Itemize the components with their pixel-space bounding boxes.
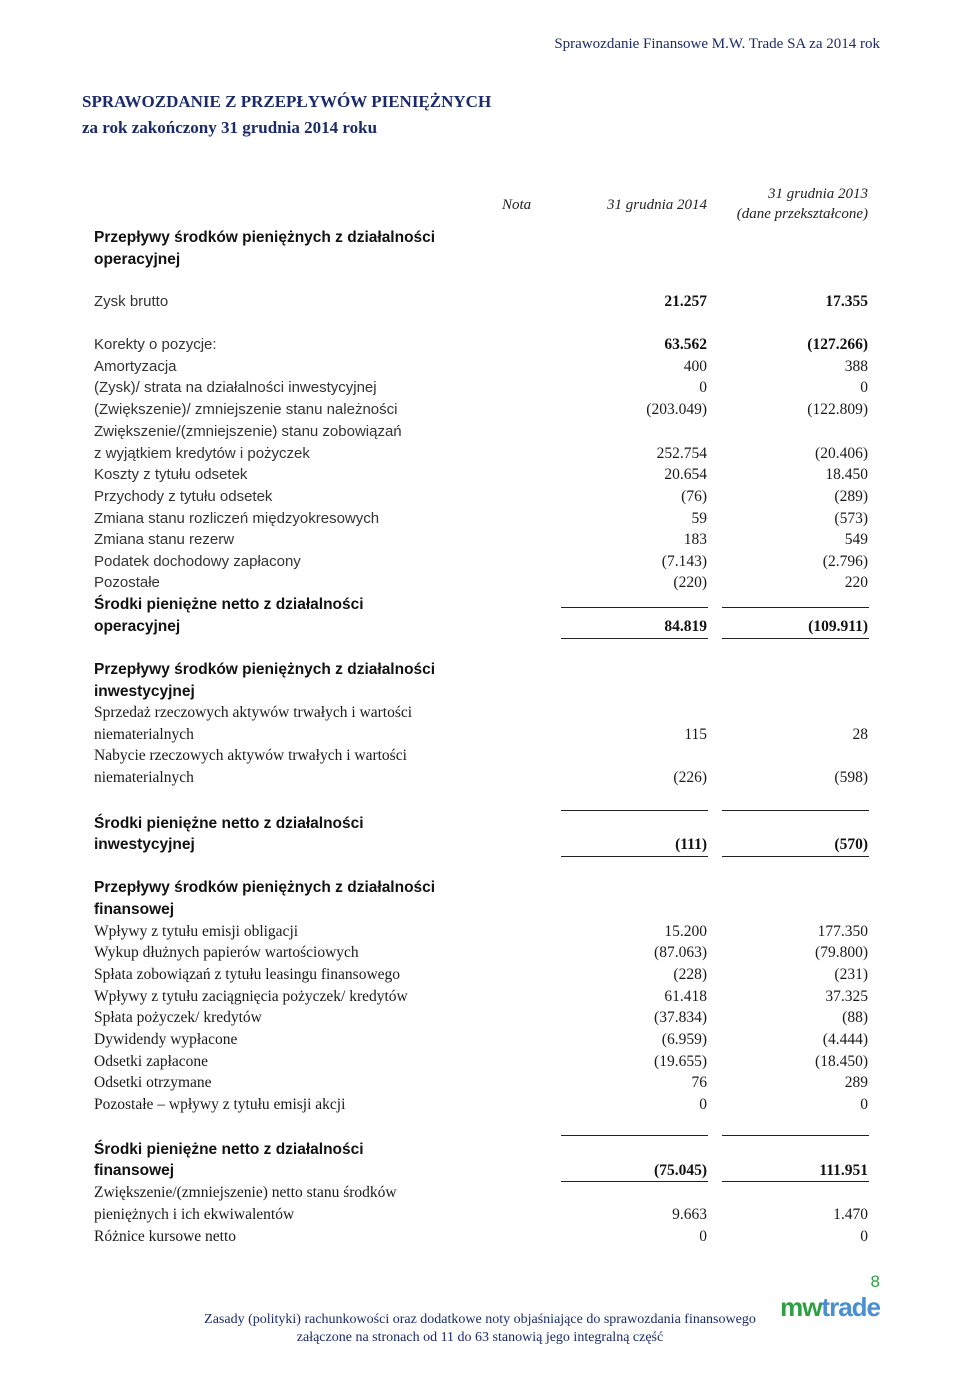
row-label: Dywidendy wypłacone	[94, 1031, 238, 1048]
value-2014: (87.063)	[654, 944, 707, 961]
value-2014: (220)	[673, 574, 707, 591]
total-underline-2013	[722, 638, 869, 639]
financing-heading-cont: finansowej	[94, 901, 175, 918]
row-emisja-akcji	[94, 1096, 870, 1118]
row-leasing	[94, 966, 870, 988]
row-dywidendy	[94, 1031, 870, 1053]
row-splata-pozyczek	[94, 1009, 870, 1031]
value-2013: 1.470	[833, 1206, 868, 1223]
row-label: inwestycyjnej	[94, 836, 195, 853]
value-2014: (76)	[681, 488, 707, 505]
investing-row-1-label: Sprzedaż rzeczowych aktywów trwałych i wartości	[94, 704, 413, 721]
logo-mw: mw	[780, 1292, 822, 1322]
row-amortyzacja	[94, 358, 870, 380]
value-2013: (570)	[834, 836, 868, 853]
value-2013: (4.444)	[822, 1031, 868, 1048]
row-label: Pozostałe	[94, 574, 160, 591]
value-2014: (111)	[675, 836, 707, 853]
row-przychody-odsetek	[94, 488, 870, 510]
row-label: Zysk brutto	[94, 293, 169, 310]
row-zobowiazania	[94, 423, 870, 445]
column-2014: 31 grudnia 2014	[606, 197, 707, 213]
value-2013: (289)	[834, 488, 868, 505]
row-label: Odsetki otrzymane	[94, 1074, 212, 1091]
total-rule-2014	[561, 607, 708, 608]
row-label: Wpływy z tytułu emisji obligacji	[94, 923, 299, 940]
row-label: z wyjątkiem kredytów i pożyczek	[94, 445, 310, 462]
column-2013: 31 grudnia 2013	[767, 186, 868, 202]
value-2013: 220	[844, 574, 868, 591]
value-2013: (18.450)	[815, 1053, 868, 1070]
row-zysk-strata-inwest	[94, 379, 870, 401]
total-underline-2013	[722, 856, 869, 857]
value-2014: (228)	[673, 966, 707, 983]
row-korekty	[94, 336, 870, 358]
value-2013: (573)	[834, 510, 868, 527]
row-net-change	[94, 1206, 870, 1228]
row-label: Wpływy z tytułu zaciągnięcia pożyczek/ kredytów	[94, 988, 408, 1005]
value-2013: (122.809)	[807, 401, 868, 418]
value-2014: 63.562	[664, 336, 707, 353]
value-2014: 0	[699, 379, 707, 396]
value-2013: (598)	[834, 769, 868, 786]
report-header: Sprawozdanie Finansowe M.W. Trade SA za 2014 rok	[554, 36, 880, 52]
row-label: Przychody z tytułu odsetek	[94, 488, 273, 505]
row-label: Amortyzacja	[94, 358, 177, 375]
investing-total-label: Środki pieniężne netto z działalności	[94, 815, 364, 832]
value-2013: (109.911)	[808, 618, 868, 635]
value-2013: (231)	[834, 966, 868, 983]
value-2013: 28	[852, 726, 868, 743]
row-label: Zmiana stanu rozliczeń międzyokresowych	[94, 510, 380, 527]
value-2014: (203.049)	[646, 401, 707, 418]
row-label: niematerialnych	[94, 769, 194, 786]
row-label: Spłata zobowiązań z tytułu leasingu finansowego	[94, 966, 401, 983]
financing-total-label: Środki pieniężne netto z działalności	[94, 1141, 364, 1158]
row-odsetki-zaplacone	[94, 1053, 870, 1075]
value-2014: (37.834)	[654, 1009, 707, 1026]
total-underline-2014	[561, 1181, 708, 1182]
footer-note-cont: załączone na stronach od 11 do 63 stanowią jego integralną część	[296, 1330, 664, 1345]
value-2013: 37.325	[825, 988, 868, 1005]
value-2013: 549	[844, 531, 868, 548]
value-2013: 0	[860, 379, 868, 396]
value-2014: 0	[699, 1228, 707, 1245]
value-2013: 17.355	[825, 293, 868, 310]
value-2014: 400	[683, 358, 707, 375]
total-underline-2013	[722, 1181, 869, 1182]
value-2013: 177.350	[817, 923, 868, 940]
row-naleznosci	[94, 401, 870, 423]
row-sprzedaz-aktywow	[94, 726, 870, 748]
row-label: Korekty o pozycje:	[94, 336, 217, 353]
value-2014: 0	[699, 1096, 707, 1113]
row-zobowiazania-cont	[94, 445, 870, 467]
row-label: Zmiana stanu rezerw	[94, 531, 235, 548]
row-label: (Zwiększenie)/ zmniejszenie stanu należności	[94, 401, 398, 418]
total-rule-2013	[722, 1135, 869, 1136]
value-2014: (6.959)	[661, 1031, 707, 1048]
row-rozliczenia	[94, 510, 870, 532]
row-investing-total	[94, 836, 870, 858]
value-2014: 9.663	[672, 1206, 707, 1223]
value-2014: (19.655)	[654, 1053, 707, 1070]
total-underline-2014	[561, 856, 708, 857]
value-2014: (226)	[673, 769, 707, 786]
row-koszty-odsetek	[94, 466, 870, 488]
row-label: Różnice kursowe netto	[94, 1228, 237, 1245]
statement-title: SPRAWOZDANIE Z PRZEPŁYWÓW PIENIĘŻNYCH	[82, 92, 492, 111]
row-label: (Zysk)/ strata na działalności inwestycyjnej	[94, 379, 377, 396]
row-label: operacyjnej	[94, 618, 181, 635]
investing-heading: Przepływy środków pieniężnych z działalności	[94, 661, 436, 678]
row-label: Pozostałe – wpływy z tytułu emisji akcji	[94, 1096, 346, 1113]
row-emisja-obligacji	[94, 923, 870, 945]
row-zysk-brutto	[94, 293, 870, 315]
value-2014: 84.819	[664, 618, 707, 635]
row-label: Zwiększenie/(zmniejszenie) stanu zobowiązań	[94, 423, 402, 440]
row-wplywy-pozyczki	[94, 988, 870, 1010]
value-2014: 252.754	[656, 445, 707, 462]
value-2013: 111.951	[819, 1162, 868, 1179]
row-label: niematerialnych	[94, 726, 194, 743]
total-underline-2014	[561, 638, 708, 639]
row-label: Spłata pożyczek/ kredytów	[94, 1009, 262, 1026]
row-wykup-papierow	[94, 944, 870, 966]
row-odsetki-otrzymane	[94, 1074, 870, 1096]
row-podatek	[94, 553, 870, 575]
operating-heading: Przepływy środków pieniężnych z działalności	[94, 229, 436, 246]
value-2014: 20.654	[664, 466, 707, 483]
net-change-label: Zwiększenie/(zmniejszenie) netto stanu środków	[94, 1184, 397, 1201]
row-label: Odsetki zapłacone	[94, 1053, 209, 1070]
operating-total-label: Środki pieniężne netto z działalności	[94, 596, 364, 613]
row-label: Wykup dłużnych papierów wartościowych	[94, 944, 359, 961]
column-2013-note: (dane przekształcone)	[736, 206, 868, 222]
value-2014: 183	[683, 531, 707, 548]
row-rezerwy	[94, 531, 870, 553]
row-label: Koszty z tytułu odsetek	[94, 466, 248, 483]
value-2013: (88)	[842, 1009, 868, 1026]
value-2013: 0	[860, 1228, 868, 1245]
row-label: pieniężnych i ich ekwiwalentów	[94, 1206, 295, 1223]
value-2014: 21.257	[664, 293, 707, 310]
column-nota: Nota	[502, 197, 532, 213]
row-label: finansowej	[94, 1162, 175, 1179]
value-2014: 59	[691, 510, 707, 527]
operating-heading-cont: operacyjnej	[94, 251, 181, 268]
value-2014: 76	[691, 1074, 707, 1091]
total-rule-2014	[561, 810, 708, 811]
financing-heading: Przepływy środków pieniężnych z działalności	[94, 879, 436, 896]
footer-note: Zasady (polityki) rachunkowości oraz dodatkowe noty objaśniające do sprawozdania finansowego	[204, 1312, 756, 1327]
value-2013: (127.266)	[807, 336, 868, 353]
value-2013: (20.406)	[815, 445, 868, 462]
statement-subtitle: za rok zakończony 31 grudnia 2014 roku	[82, 118, 378, 137]
row-roznice-kursowe	[94, 1228, 870, 1250]
row-label: Podatek dochodowy zapłacony	[94, 553, 301, 570]
total-rule-2014	[561, 1135, 708, 1136]
value-2014: 61.418	[664, 988, 707, 1005]
investing-row-2-label: Nabycie rzeczowych aktywów trwałych i wartości	[94, 747, 407, 764]
row-pozostale	[94, 574, 870, 596]
total-rule-2013	[722, 607, 869, 608]
total-rule-2013	[722, 810, 869, 811]
row-nabycie-aktywow	[94, 769, 870, 791]
value-2014: 115	[684, 726, 707, 743]
value-2013: (79.800)	[815, 944, 868, 961]
investing-heading-cont: inwestycyjnej	[94, 683, 195, 700]
row-operating-total	[94, 618, 870, 640]
value-2013: (2.796)	[822, 553, 868, 570]
value-2013: 289	[844, 1074, 868, 1091]
page-number: 8	[870, 1272, 880, 1291]
value-2014: (7.143)	[661, 553, 707, 570]
value-2014: (75.045)	[654, 1162, 707, 1179]
value-2013: 388	[844, 358, 868, 375]
value-2013: 0	[860, 1096, 868, 1113]
value-2013: 18.450	[825, 466, 868, 483]
value-2014: 15.200	[664, 923, 707, 940]
logo-trade: trade	[821, 1292, 880, 1322]
